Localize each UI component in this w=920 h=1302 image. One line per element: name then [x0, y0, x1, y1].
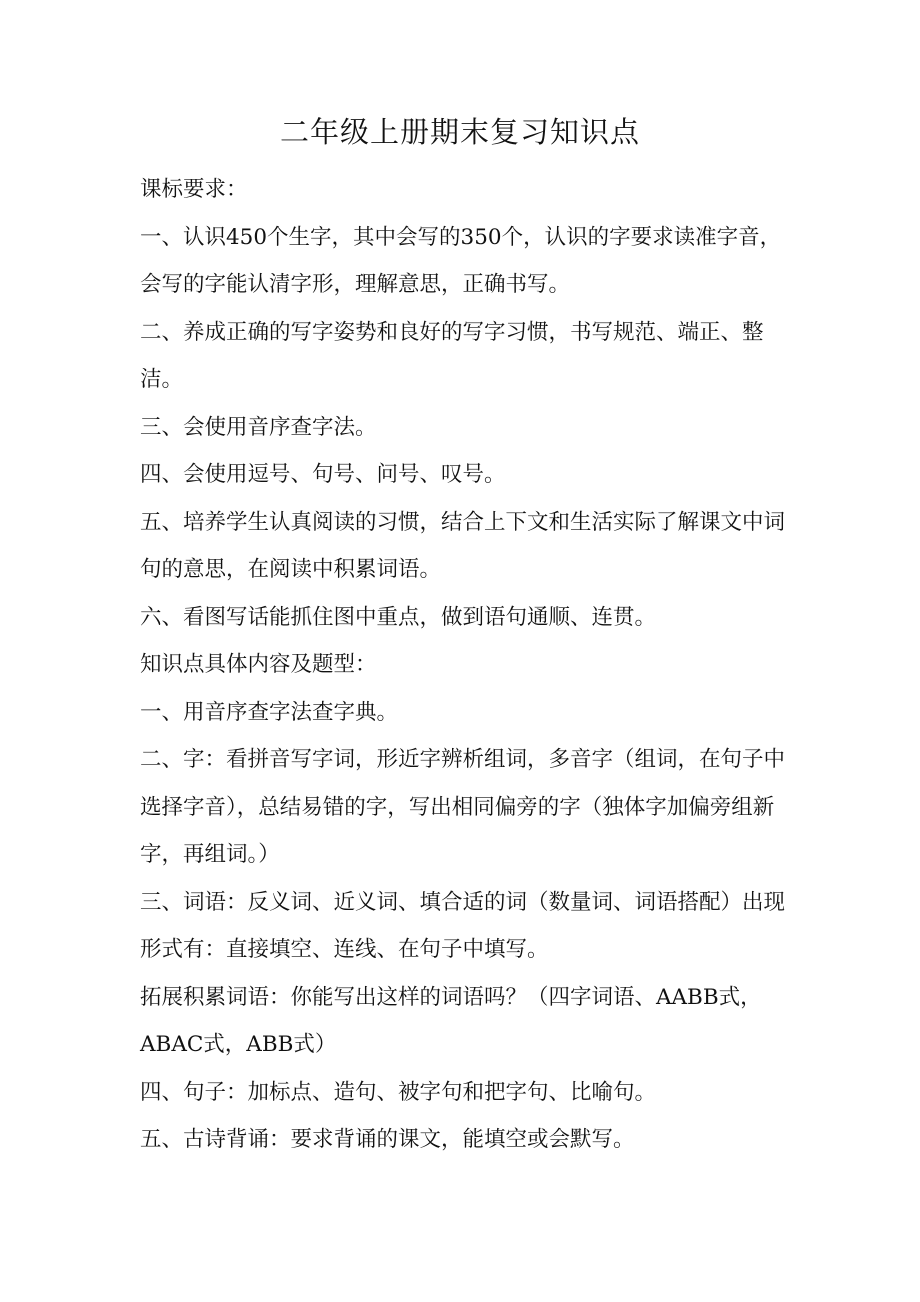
paragraph-knowledge-1: 一、用音序查字法查字典。 — [140, 699, 399, 725]
paragraph-requirement-5: 五、培养学生认真阅读的习惯，结合上下文和生活实际了解课文中词句的意思，在阅读中积累词语。 — [140, 509, 786, 582]
paragraph-requirement-6: 六、看图写话能抓住图中重点，做到语句通顺、连贯。 — [140, 604, 657, 630]
paragraph-requirement-1: 一、认识450个生字，其中会写的350个，认识的字要求读准字音，会写的字能认清字形，理解意思，正确书写。 — [140, 224, 782, 297]
paragraph-requirement-3: 三、会使用音序查字法。 — [140, 414, 377, 440]
paragraph-curriculum-heading: 课标要求： — [140, 177, 248, 202]
paragraph-knowledge-3: 三、词语：反义词、近义词、填合适的词（数量词、词语搭配）出现形式有：直接填空、连线、在句子中填写。 — [140, 889, 786, 962]
document-title: 二年级上册期末复习知识点 — [279, 115, 640, 149]
paragraph-requirement-4: 四、会使用逗号、句号、问号、叹号。 — [140, 462, 506, 487]
paragraph-vocabulary-extension: 拓展积累词语：你能写出这样的词语吗？（四字词语、AABB式，ABAC式，ABB式） — [140, 984, 762, 1057]
paragraph-knowledge-2: 二、字：看拼音写字词，形近字辨析组词，多音字（组词，在句子中选择字音），总结易错的字，写出相同偏旁的字（独体字加偏旁组新字，再组词。） — [140, 747, 786, 867]
document-body — [140, 166, 790, 1164]
paragraph-knowledge-5: 五、古诗背诵：要求背诵的课文，能填空或会默写。 — [140, 1127, 635, 1152]
paragraph-requirement-2: 二、养成正确的写字姿势和良好的写字习惯，书写规范、端正、整洁。 — [140, 319, 764, 392]
paragraph-knowledge-heading: 知识点具体内容及题型： — [140, 652, 377, 677]
paragraph-knowledge-4: 四、句子：加标点、造句、被字句和把字句、比喻句。 — [140, 1079, 657, 1105]
